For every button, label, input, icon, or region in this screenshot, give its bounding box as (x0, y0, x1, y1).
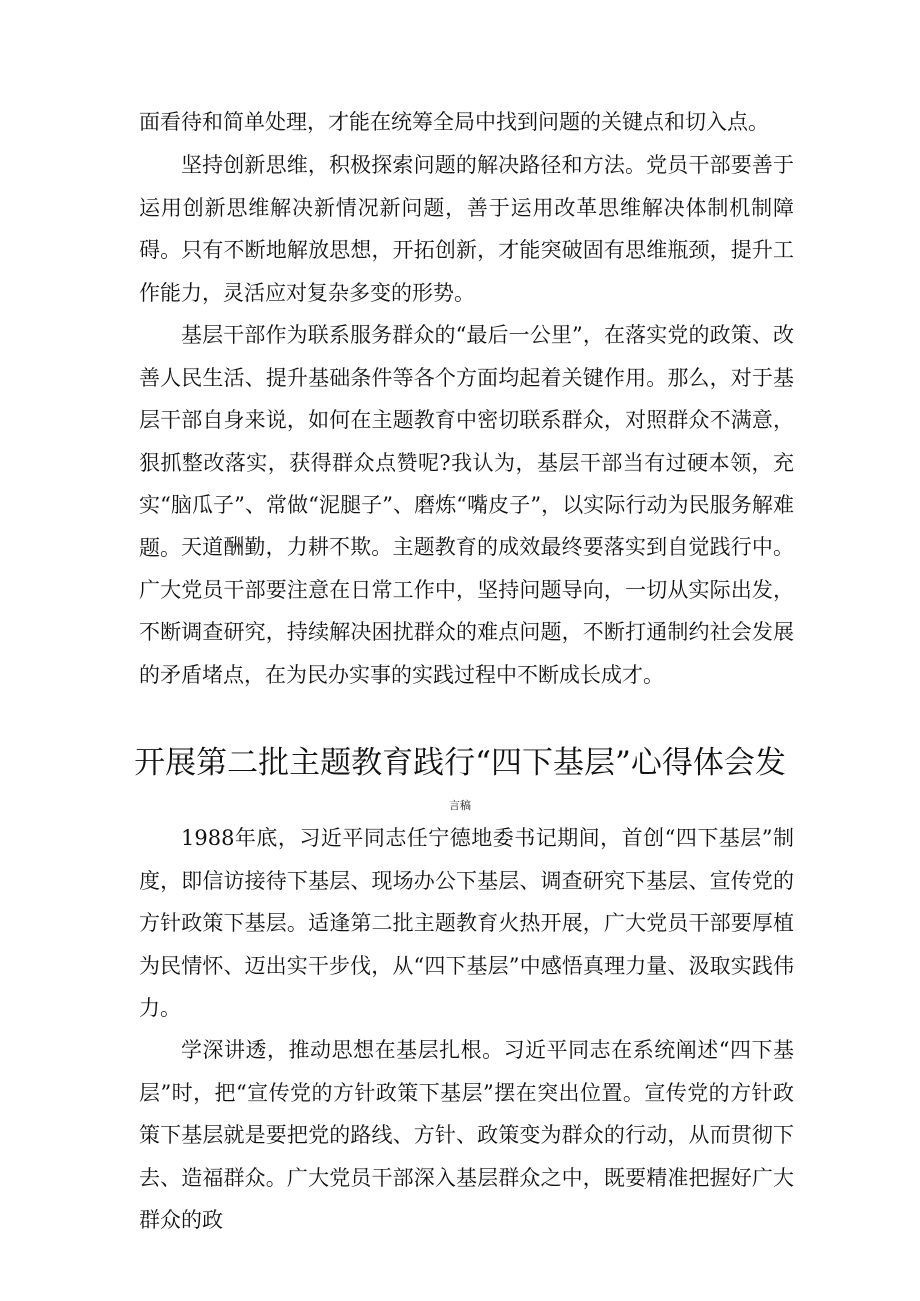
paragraph-grassroots-cadres: 基层干部作为联系服务群众的“最后一公里”，在落实党的政策、改善人民生活、提升基础条件等各个方面均起着关键作用。那么，对于基层干部自身来说，如何在主题教育中密切联系群众，对照群众不满意，狠抓整改落实，获得群众点赞呢?我认为，基层干部当有过硬本领，充实“脑瓜子”、常做“泥腿子”、磨炼“嘴皮子”，以实际行动为民服务解难题。 (139, 323, 794, 560)
paragraph-study-deeply: 学深讲透，推动思想在基层扎根。习近平同志在系统阐述“四下基层”时，把“宣传党的方针政策下基层”摆在突出位置。宣传党的方针政策下基层就是要把党的路线、方针、政策变为群众的行动，从而贯彻下去、造福群众。广大党员干部深入基层群众之中，既要精准把握好广大群众的政 (139, 1038, 794, 1232)
paragraph-diligence: 天道酬勤，力耕不欺。主题教育的成效最终要落实到自觉践行中。广大党员干部要注意在日常工作中，坚持问题导向，一切从实际出发，不断调查研究，持续解决困扰群众的难点问题，不断打通制约社会发展的矛盾堵点，在为民办实事的实践过程中不断成长成才。 (139, 535, 794, 687)
section-title-continuation: 言稿 (449, 799, 471, 812)
paragraph-four-grassroots: 1988年底，习近平同志任宁德地委书记期间，首创“四下基层”制度，即信访接待下基层、现场办公下基层、调查研究下基层、宣传党的方针政策下基层。适逢第二批主题教育火热开展，广大党员干部要厚植为民情怀、迈出实干步伐，从“四下基层”中感悟真理力量、汲取实践伟力。 (139, 826, 794, 1020)
section-title: 开展第二批主题教育践行“四下基层”心得体会发 (134, 745, 786, 781)
paragraph-continuation: 面看待和简单处理，才能在统筹全局中找到问题的关键点和切入点。 (139, 110, 769, 134)
paragraph-innovative-thinking: 坚持创新思维，积极探索问题的解决路径和方法。党员干部要善于运用创新思维解决新情况新问题，善于运用改革思维解决体制机制障碍。只有不断地解放思想，开拓创新，才能突破固有思维瓶颈，提升工作能力，灵活应对复杂多变的形势。 (139, 153, 794, 305)
